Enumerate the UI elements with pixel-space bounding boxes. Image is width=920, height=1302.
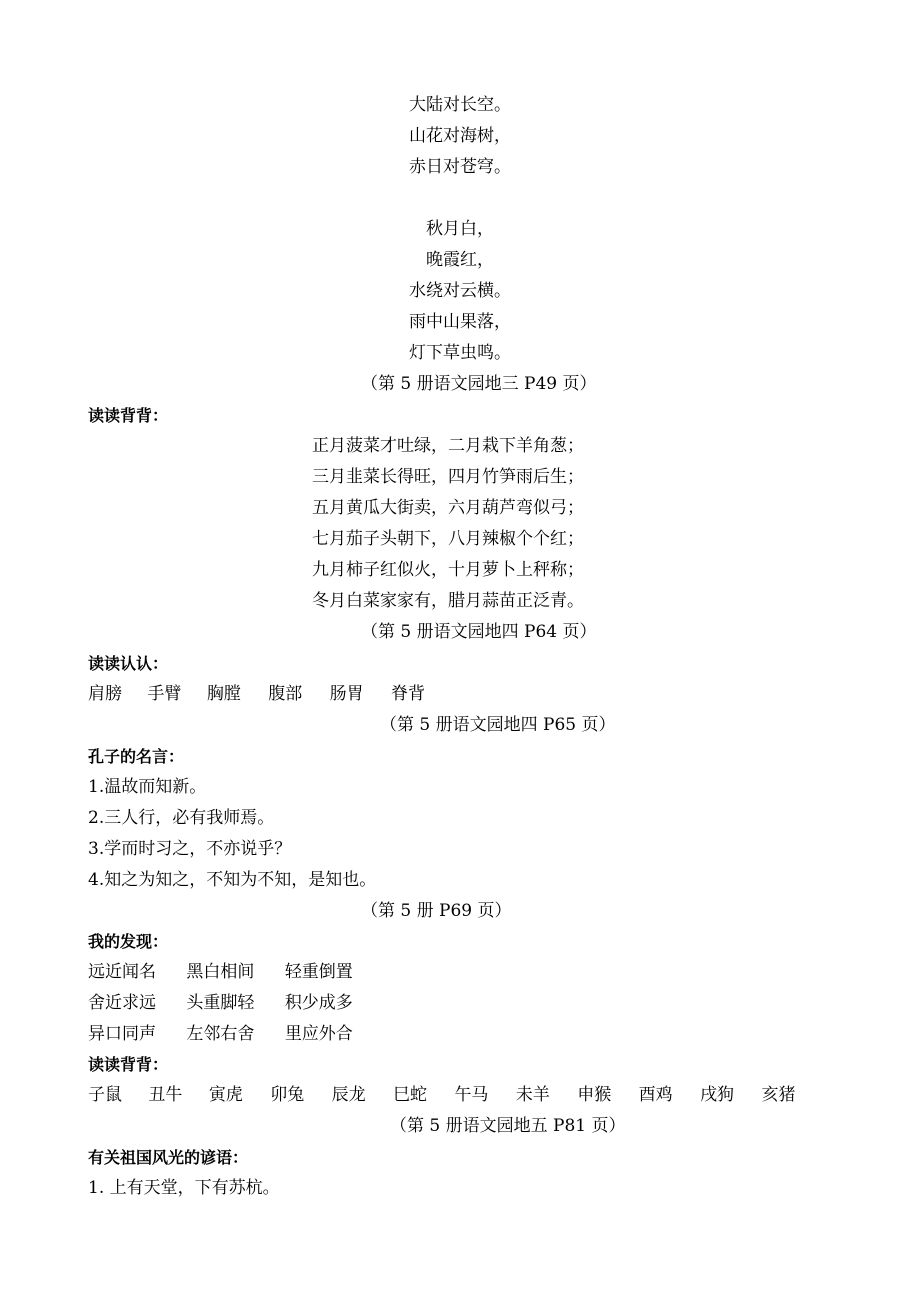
zodiac-word: 亥猪 xyxy=(761,1085,796,1105)
body-word: 肠胃 xyxy=(329,684,364,704)
section-zodiac-heading: 读读背背： xyxy=(88,1055,169,1074)
idiom: 黑白相间 xyxy=(186,962,255,982)
section-months-heading: 读读背背： xyxy=(88,406,169,425)
zodiac-word: 丑牛 xyxy=(148,1085,183,1105)
confucius-source: （第 5 册 P69 页） xyxy=(361,901,512,921)
confucius-item-3: 3.学而时习之，不亦说乎？ xyxy=(88,839,292,859)
idiom: 左邻右舍 xyxy=(186,1024,255,1044)
confucius-item-4: 4.知之为知之，不知为不知，是知也。 xyxy=(88,870,377,890)
body-words-row xyxy=(88,682,425,706)
months-line-6: 冬月白菜家家有，腊月蒜苗正泛青。 xyxy=(312,591,584,611)
zodiac-word: 巳蛇 xyxy=(393,1085,428,1105)
poem-line-4: 秋月白， xyxy=(426,219,494,239)
confucius-item-1: 1.温故而知新。 xyxy=(88,777,207,797)
poem-line-2: 山花对海树， xyxy=(409,126,511,146)
section-discovery-heading: 我的发现： xyxy=(88,932,169,951)
section-confucius-heading: 孔子的名言： xyxy=(88,747,185,766)
discovery-row-1 xyxy=(88,960,353,984)
zodiac-word: 未羊 xyxy=(515,1085,550,1105)
zodiac-word: 申猴 xyxy=(577,1085,612,1105)
months-line-4: 七月茄子头朝下，八月辣椒个个红； xyxy=(312,529,584,549)
idiom: 里应外合 xyxy=(284,1024,353,1044)
months-line-2: 三月韭菜长得旺，四月竹笋雨后生； xyxy=(312,467,584,487)
confucius-item-2: 2.三人行，必有我师焉。 xyxy=(88,808,275,828)
idiom: 轻重倒置 xyxy=(284,962,353,982)
poem-line-1: 大陆对长空。 xyxy=(409,95,511,115)
zodiac-row xyxy=(88,1083,795,1107)
body-word: 腹部 xyxy=(268,684,303,704)
poem-line-6: 水绕对云横。 xyxy=(409,281,511,301)
poem-line-7: 雨中山果落， xyxy=(409,312,511,332)
zodiac-word: 卯兔 xyxy=(270,1085,305,1105)
zodiac-source: （第 5 册语文园地五 P81 页） xyxy=(390,1116,626,1136)
body-source: （第 5 册语文园地四 P65 页） xyxy=(380,715,616,735)
zodiac-word: 酉鸡 xyxy=(638,1085,673,1105)
idiom: 远近闻名 xyxy=(88,962,156,982)
zodiac-word: 辰龙 xyxy=(331,1085,366,1105)
body-word: 手臂 xyxy=(147,684,182,704)
discovery-row-2 xyxy=(88,991,353,1015)
zodiac-word: 子鼠 xyxy=(88,1085,122,1105)
poem-source: （第 5 册语文园地三 P49 页） xyxy=(361,374,597,394)
months-line-1: 正月菠菜才吐绿，二月栽下羊角葱； xyxy=(312,436,584,456)
poem-line-8: 灯下草虫鸣。 xyxy=(409,343,511,363)
body-word: 脊背 xyxy=(391,684,426,704)
discovery-row-3 xyxy=(88,1022,353,1046)
poem-line-3: 赤日对苍穹。 xyxy=(409,157,511,177)
proverb-item-1: 1. 上有天堂，下有苏杭。 xyxy=(88,1178,280,1198)
idiom: 异口同声 xyxy=(88,1024,156,1044)
idiom: 头重脚轻 xyxy=(186,993,255,1013)
section-body-heading: 读读认认： xyxy=(88,654,169,673)
months-line-3: 五月黄瓜大街卖，六月葫芦弯似弓； xyxy=(312,498,584,518)
body-word: 胸膛 xyxy=(206,684,241,704)
body-word: 肩膀 xyxy=(88,684,122,704)
months-line-5: 九月柿子红似火，十月萝卜上秤称； xyxy=(312,560,584,580)
idiom: 舍近求远 xyxy=(88,993,156,1013)
poem-line-5: 晚霞红， xyxy=(426,250,494,270)
zodiac-word: 戌狗 xyxy=(700,1085,735,1105)
section-proverbs-heading: 有关祖国风光的谚语： xyxy=(88,1148,249,1167)
zodiac-word: 寅虎 xyxy=(208,1085,243,1105)
months-source: （第 5 册语文园地四 P64 页） xyxy=(361,622,597,642)
zodiac-word: 午马 xyxy=(454,1085,489,1105)
idiom: 积少成多 xyxy=(284,993,353,1013)
